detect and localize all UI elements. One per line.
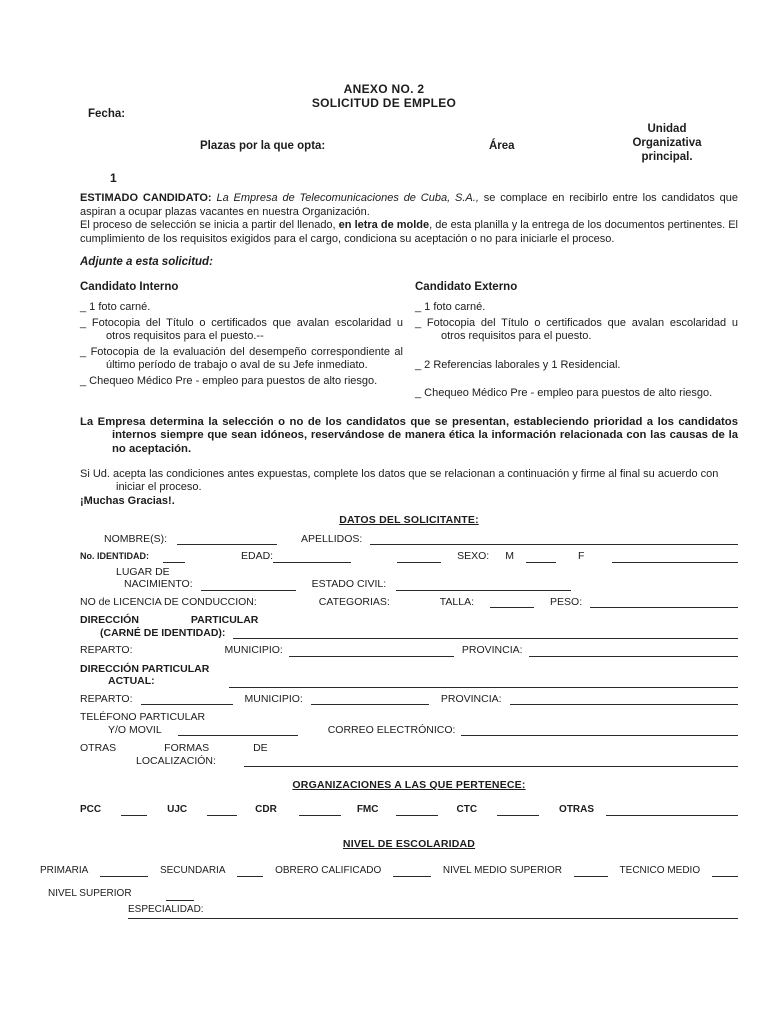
list-item: _ Chequeo Médico Pre - empleo para puestos de alto riesgo. — [80, 374, 378, 387]
fmc-blank[interactable] — [396, 805, 438, 816]
ujc-blank[interactable] — [207, 805, 237, 816]
row-carne-identidad — [80, 627, 738, 640]
obrero-calificado-label: OBRERO CALIFICADO — [275, 864, 382, 876]
edad-label: EDAD: — [241, 550, 274, 563]
candidato-externo-heading: Candidato Externo — [415, 280, 518, 293]
provincia-blank-2[interactable] — [510, 694, 738, 705]
acepta-note: Si Ud. acepta las condiciones antes expuestas, complete los datos que se relacionan a continuación y firme al final su acuerdo con iniciar el proceso. — [80, 467, 719, 494]
primaria-label: PRIMARIA — [40, 864, 89, 876]
reparto-label: REPARTO: — [80, 644, 133, 657]
municipio-label: MUNICIPIO: — [224, 644, 283, 657]
estado-civil-blank-2[interactable] — [466, 580, 571, 591]
localizacion-blank[interactable] — [244, 756, 738, 767]
list-item: _ Fotocopia del Título o certificados que avalan escolaridad u otros requisitos para el puesto. — [415, 316, 738, 342]
escolaridad-section — [40, 864, 738, 920]
estimado-candidato-label: ESTIMADO CANDIDATO: — [80, 192, 217, 204]
provincia-label: PROVINCIA: — [440, 692, 502, 705]
list-item: _ Fotocopia de la evaluación del desempeño correspondiente al último período de trabajo o aval de su Jefe inmediato. — [80, 345, 403, 371]
nombre-blank[interactable] — [177, 534, 277, 545]
candidate-columns — [80, 281, 738, 401]
row-actual — [80, 675, 738, 688]
plazas-label: Plazas por la que opta: — [200, 140, 326, 152]
especialidad-row[interactable] — [128, 903, 738, 920]
fmc-label: FMC — [356, 803, 379, 815]
edad-blank-2[interactable] — [397, 552, 441, 563]
candidato-externo-list — [415, 301, 738, 401]
nivel-superior-blank[interactable] — [166, 890, 194, 901]
cdr-label: CDR — [255, 803, 277, 815]
tecnico-medio-blank[interactable] — [712, 866, 738, 877]
direccion-label: DIRECCIÓN — [80, 614, 139, 627]
sexo-m-label: M — [505, 550, 514, 563]
otras-org-label: OTRAS — [559, 803, 595, 815]
apellidos-blank[interactable] — [370, 534, 738, 545]
direccion-particular-label: DIRECCIÓN PARTICULAR — [80, 662, 210, 675]
row-direccion-particular-ci — [80, 614, 738, 627]
gracias-label: ¡Muchas Gracias!. — [80, 494, 175, 507]
actual-label: ACTUAL: — [108, 675, 155, 688]
secundaria-label: SECUNDARIA — [159, 864, 226, 876]
row-reparto-1 — [80, 644, 738, 657]
estado-civil-blank[interactable] — [396, 580, 466, 591]
apellidos-label: APELLIDOS: — [301, 532, 363, 545]
talla-blank[interactable] — [490, 597, 534, 608]
row-localizacion — [80, 755, 738, 768]
correo-label: CORREO ELECTRÓNICO: — [327, 723, 456, 736]
applicant-data-form — [80, 533, 738, 768]
telefono-blank[interactable] — [178, 725, 298, 736]
municipio-label: MUNICIPIO: — [244, 692, 303, 705]
ctc-blank[interactable] — [497, 805, 539, 816]
list-item: _ Chequeo Médico Pre - empleo para puestos de alto riesgo. — [415, 387, 713, 399]
candidato-interno-column — [80, 281, 403, 401]
row-movil-correo — [80, 724, 738, 737]
lugar-nacimiento-label: LUGAR DE NACIMIENTO: — [116, 565, 193, 591]
ujc-label: UJC — [167, 803, 188, 815]
carne-identidad-label: (CARNÉ DE IDENTIDAD): — [100, 626, 226, 639]
formas-label: FORMAS — [164, 742, 210, 755]
unidad-organizativa-label: Unidad Organizativa principal. — [632, 123, 702, 163]
letra-de-molde-emphasis: en letra de molde — [338, 219, 430, 231]
cdr-blank[interactable] — [299, 805, 341, 816]
row-nombre-apellidos — [80, 533, 738, 546]
correo-blank[interactable] — [461, 725, 738, 736]
fecha-label: Fecha: — [88, 108, 126, 120]
direccion-actual-blank[interactable] — [229, 677, 738, 688]
title-line1: ANEXO NO. 2 — [343, 82, 425, 96]
row-telefono-title — [80, 711, 738, 724]
list-item: _ 1 foto carné. — [80, 301, 151, 313]
licencia-label: NO de LICENCIA DE CONDUCCION: — [80, 595, 257, 608]
sexo-f-blank[interactable] — [612, 552, 738, 563]
localizacion-label: LOCALIZACIÓN: — [136, 754, 216, 767]
list-item: _ 1 foto carné. — [415, 301, 486, 313]
peso-label: PESO: — [550, 595, 583, 608]
row-direccion-actual-title — [80, 663, 738, 676]
identidad-label: No. IDENTIDAD: — [80, 551, 149, 562]
title-line2: SOLICITUD DE EMPLEO — [311, 96, 457, 110]
tecnico-medio-label: TECNICO MEDIO — [619, 864, 701, 876]
peso-blank[interactable] — [590, 597, 738, 608]
area-label: Área — [489, 140, 515, 152]
reparto-blank[interactable] — [141, 694, 233, 705]
pcc-blank[interactable] — [121, 805, 147, 816]
municipio-blank-2[interactable] — [311, 694, 429, 705]
sexo-f-label: F — [577, 550, 585, 563]
nivel-superior-row — [40, 887, 738, 901]
list-item: _ Fotocopia del Título o certificados que avalan escolaridad u otros requisitos para el puesto.-- — [80, 316, 403, 342]
candidato-externo-column — [415, 281, 738, 401]
talla-label: TALLA: — [439, 595, 475, 608]
row-otras-formas-title — [80, 742, 738, 755]
row-reparto-2 — [80, 693, 738, 706]
provincia-blank[interactable] — [529, 646, 738, 657]
organizaciones-row — [80, 803, 738, 817]
especialidad-label: ESPECIALIDAD: — [128, 903, 204, 915]
candidato-interno-list — [80, 301, 403, 388]
telefono-particular-label: TELÉFONO PARTICULAR — [80, 711, 206, 724]
direccion-ci-blank[interactable] — [233, 628, 738, 639]
row-identidad-edad-sexo — [80, 550, 738, 563]
nivel-medio-superior-label: NIVEL MEDIO SUPERIOR — [442, 864, 562, 876]
organizaciones-heading: ORGANIZACIONES A LAS QUE PERTENECE: — [292, 779, 526, 792]
categorias-label: CATEGORIAS: — [318, 595, 390, 608]
provincia-label: PROVINCIA: — [461, 644, 523, 657]
page-number: 1 — [110, 171, 117, 185]
company-name: La Empresa de Telecomunicaciones de Cuba, S.A., — [216, 192, 479, 204]
otras-org-blank[interactable] — [606, 805, 738, 816]
row-nacimiento-estado-civil — [80, 566, 738, 591]
obrero-calificado-blank[interactable] — [393, 866, 431, 877]
pcc-label: PCC — [80, 803, 102, 815]
datos-solicitante-heading: DATOS DEL SOLICITANTE: — [339, 514, 479, 527]
secundaria-blank[interactable] — [237, 866, 263, 877]
row-licencia — [80, 596, 738, 609]
nombre-label: NOMBRE(S): — [104, 532, 167, 545]
municipio-blank[interactable] — [289, 646, 454, 657]
intro-paragraph: ESTIMADO CANDIDATO: La Empresa de Telecomunicaciones de Cuba, S.A., se complace en recibirlo entre los candidatos que aspiran a ocupar plazas vacantes en nuestra Organización. El proceso de selección se inicia a partir del llenado, en letra de molde, de esta planilla y la entrega de los documentos pertinentes. El cumplimiento de los requisitos exigidos para el cargo, condiciona su aceptación o no para iniciarle el proceso. — [80, 192, 738, 245]
reparto-label: REPARTO: — [80, 692, 133, 705]
list-item: _ 2 Referencias laborales y 1 Residencial. — [415, 358, 621, 371]
primaria-blank[interactable] — [100, 866, 148, 877]
sexo-label: SEXO: — [457, 550, 490, 563]
escolaridad-heading: NIVEL DE ESCOLARIDAD — [342, 838, 476, 851]
nacimiento-blank[interactable] — [201, 580, 296, 591]
adjunte-heading: Adjunte a esta solicitud: — [80, 256, 213, 268]
empresa-note: La Empresa determina la selección o no de los candidatos que se presentan, estableciendo prioridad a los candidatos internos siempre que sean idóneos, reservándose de manera ética la información relacionada con las causas de la no aceptación. — [80, 415, 738, 456]
escolaridad-row — [40, 864, 738, 878]
sexo-m-blank[interactable] — [526, 552, 556, 563]
particular-label: PARTICULAR — [190, 614, 259, 627]
movil-label: Y/O MOVIL — [108, 723, 162, 736]
nivel-superior-label: NIVEL SUPERIOR — [48, 888, 132, 900]
ctc-label: CTC — [456, 803, 478, 815]
candidato-interno-heading: Candidato Interno — [80, 280, 179, 293]
de-label: DE — [253, 742, 268, 755]
estado-civil-label: ESTADO CIVIL: — [311, 578, 387, 591]
nivel-medio-superior-blank[interactable] — [574, 866, 608, 877]
identidad-blank[interactable] — [163, 552, 185, 563]
otras-label: OTRAS — [80, 742, 117, 755]
edad-blank[interactable] — [273, 552, 351, 563]
page-title — [0, 82, 768, 110]
